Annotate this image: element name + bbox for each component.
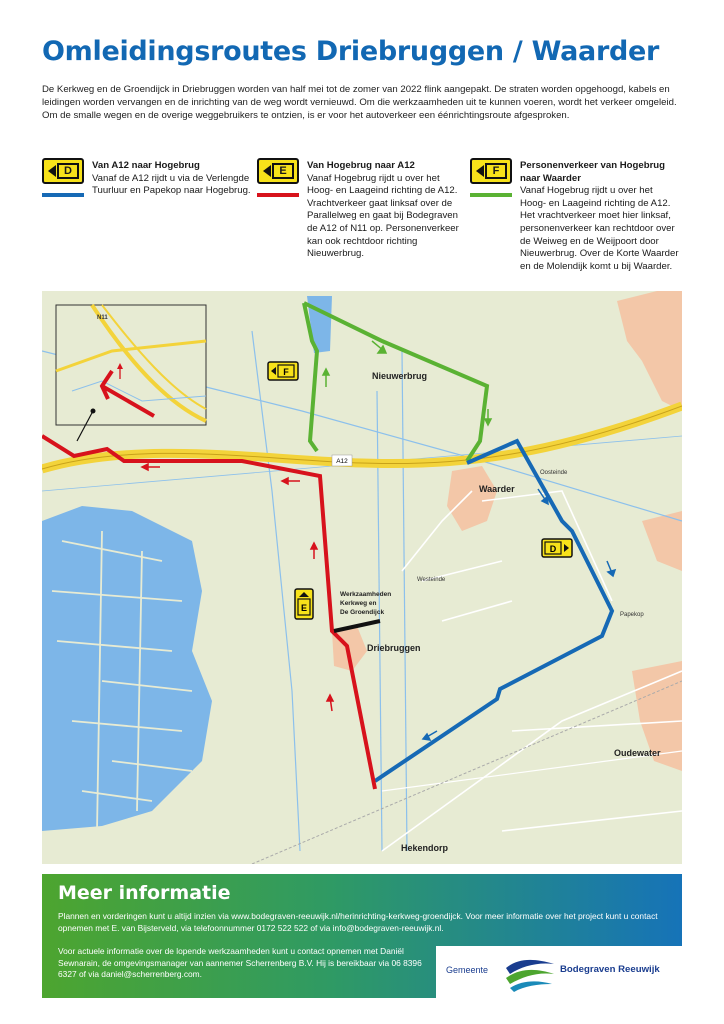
route-f-text: Vanaf Hogebrug rijdt u over het Hoog- en Laageind richting de A12. Het vrachtverkeer moet hier linksaf, personenverkeer kan rechtdoor over de Weiweg en de Weijpoort door Nieuwerbrug. Over de Korte Waarder en de Molendijk komt u bij Waarder. bbox=[520, 185, 679, 272]
map-sign-d-icon bbox=[542, 539, 572, 557]
detour-map bbox=[42, 291, 682, 864]
place-papekop: Papekop bbox=[620, 612, 644, 618]
place-driebruggen: Driebruggen bbox=[367, 643, 421, 653]
page-title: Omleidingsroutes Driebruggen / Waarder bbox=[42, 36, 660, 67]
place-nieuwerbrug: Nieuwerbrug bbox=[372, 371, 428, 381]
svg-text:D: D bbox=[549, 544, 557, 554]
place-waarder: Waarder bbox=[479, 484, 515, 494]
detour-sign-f-icon: F bbox=[470, 158, 512, 184]
route-e-color-line bbox=[257, 193, 299, 197]
route-e-text: Vanaf Hogebrug rijdt u over het Hoog- en Laageind richting de A12. Vrachtverkeer gaat linksaf over de Parallelweg en gaat bij Bodegraven de A12 of N11 op. Personenverkeer kan ook rechtdoor richting Nieuwerbrug. bbox=[307, 172, 459, 260]
detour-sign-e-icon: E bbox=[257, 158, 299, 184]
logo-prefix: Gemeente bbox=[446, 965, 489, 975]
route-d-text: Vanaf de A12 rijdt u via de Verlengde Tuurluur en Papekop naar Hogebrug. bbox=[92, 172, 251, 197]
map-svg bbox=[42, 291, 682, 864]
svg-text:F: F bbox=[283, 367, 289, 377]
logo-name: Bodegraven Reeuwijk bbox=[560, 964, 660, 975]
route-f-color-line bbox=[470, 193, 512, 197]
svg-text:E: E bbox=[300, 603, 308, 613]
map-sign-e-icon bbox=[295, 589, 313, 619]
a12-label: A12 bbox=[336, 458, 348, 465]
municipality-logo-icon bbox=[504, 954, 556, 992]
works-label: Werkzaamheden Kerkweg en De Groendijck bbox=[340, 591, 392, 616]
footer-paragraph-1: Plannen en vorderingen kunt u altijd inzien via www.bodegraven-reeuwijk.nl/herinrichting-kerkweg-groendijck. Voor meer informatie over het project kunt u contact opnemen met E. van Bijsterveld, via telefoonnummer 0172 522 522 of via info@bodegraven-reeuwijk.nl. bbox=[58, 911, 658, 933]
detour-sign-d-icon: D bbox=[42, 158, 84, 184]
route-d-color-line bbox=[42, 193, 84, 197]
place-westeinde: Westeinde bbox=[417, 577, 446, 583]
footer-paragraph-2: Voor actuele informatie over de lopende werkzaamheden kunt u contact opnemen met Daniël Sewnarain, de omgevingsmanager van aannemer Scherrenberg B.V. Hij is bereikbaar via 06 8396 6327 of via daniel@scherrenberg.com. bbox=[58, 946, 422, 979]
inset-map bbox=[56, 305, 206, 441]
intro-text: De Kerkweg en de Groendijck in Driebruggen worden van half mei tot de zomer van 2022 flink aangepakt. De straten worden opgehoogd, kabels en leidingen worden vervangen en de inrichting van de weg wordt vernieuwd. Om die werkzaamheden uit te kunnen voeren, wordt het verkeer omgeleid. Om de smalle wegen en de overige weggebruikers te ontzien, is er voor het autoverkeer een éénrichtingsroute afgesproken. bbox=[42, 84, 677, 121]
municipality-logo bbox=[436, 946, 682, 998]
place-oudewater: Oudewater bbox=[614, 748, 661, 758]
footer-heading: Meer informatie bbox=[58, 882, 231, 904]
route-f-heading: Personenverkeer van Hogebrug naar Waarder bbox=[520, 160, 666, 184]
place-oosteinde: Oosteinde bbox=[540, 470, 568, 476]
n11-label: N11 bbox=[97, 315, 108, 321]
route-e-heading: Van Hogebrug naar A12 bbox=[307, 160, 415, 171]
map-sign-f-icon bbox=[268, 362, 298, 380]
place-hekendorp: Hekendorp bbox=[401, 843, 449, 853]
route-d-heading: Van A12 naar Hogebrug bbox=[92, 160, 200, 171]
info-footer bbox=[42, 874, 682, 998]
